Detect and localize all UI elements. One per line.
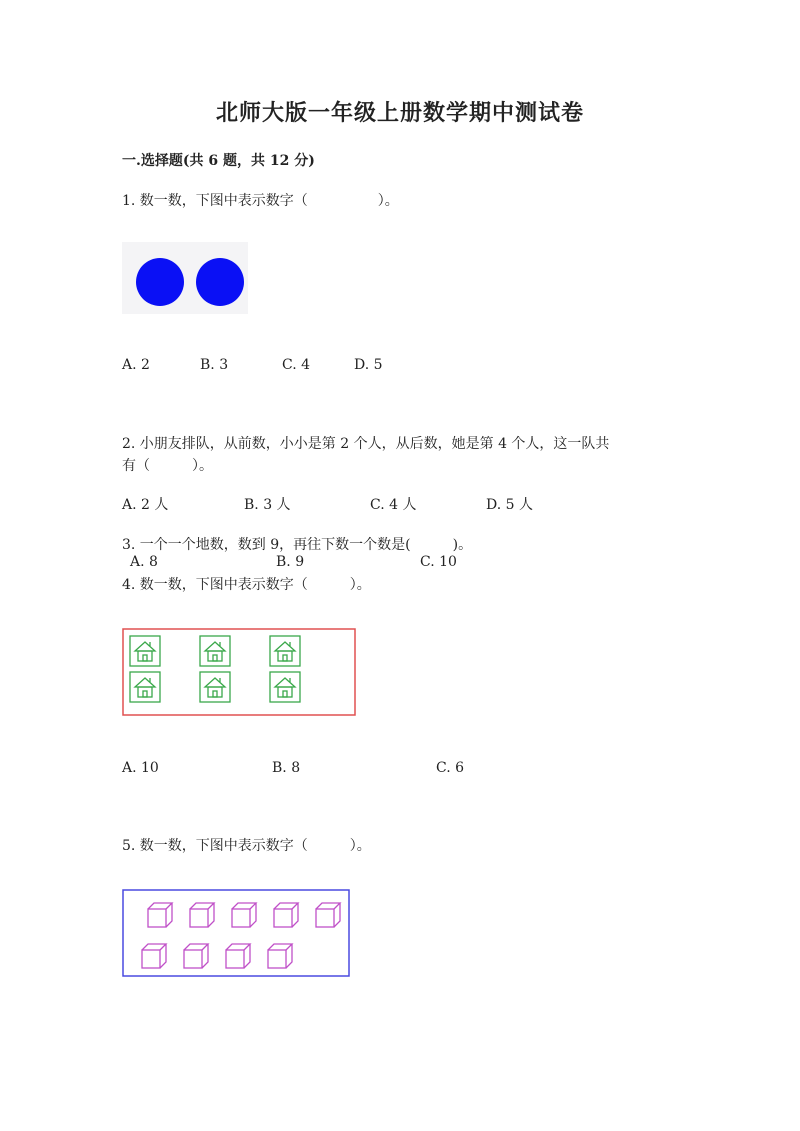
circles-figure (122, 242, 248, 314)
question-1-option-a[interactable]: A. 2 (122, 357, 150, 373)
question-2-option-c[interactable]: C. 4 人 (370, 497, 417, 513)
cube-icon (148, 903, 172, 927)
question-1-option-d[interactable]: D. 5 (354, 357, 383, 373)
question-4-option-b[interactable]: B. 8 (272, 760, 301, 776)
house-icon (200, 636, 230, 666)
cube-icon (226, 944, 250, 968)
question-3-option-a[interactable]: A. 8 (130, 554, 158, 570)
question-2-option-b[interactable]: B. 3 人 (244, 497, 291, 513)
cubes-figure (122, 889, 350, 977)
house-icon (130, 672, 160, 702)
question-4-option-a[interactable]: A. 10 (122, 760, 159, 776)
cube-icon (184, 944, 208, 968)
question-1-stem: 1. 数一数，下图中表示数字（ ）。 (122, 193, 399, 209)
cube-icon (142, 944, 166, 968)
question-2-stem-line2: 有（ ）。 (122, 458, 213, 474)
question-3-option-c[interactable]: C. 10 (420, 554, 457, 570)
question-1-figure (122, 242, 248, 314)
question-5-figure (122, 889, 350, 977)
question-3-stem: 3. 一个一个地数，数到 9，再往下数一个数是( )。 (122, 537, 473, 553)
cube-icon (268, 944, 292, 968)
question-2-option-a[interactable]: A. 2 人 (122, 497, 169, 513)
question-2-option-d[interactable]: D. 5 人 (486, 497, 533, 513)
question-3-option-b[interactable]: B. 9 (276, 554, 305, 570)
cube-icon (190, 903, 214, 927)
question-4-figure (122, 628, 356, 716)
question-1-option-c[interactable]: C. 4 (282, 357, 311, 373)
houses-figure (122, 628, 356, 716)
question-5-stem: 5. 数一数，下图中表示数字（ ）。 (122, 838, 371, 854)
cube-icon (274, 903, 298, 927)
house-icon (270, 636, 300, 666)
question-1-option-b[interactable]: B. 3 (200, 357, 229, 373)
section-heading: 一.选择题(共 6 题，共 12 分) (122, 153, 315, 169)
house-icon (200, 672, 230, 702)
cube-icon (232, 903, 256, 927)
cube-icon (316, 903, 340, 927)
question-4-stem: 4. 数一数，下图中表示数字（ ）。 (122, 577, 371, 593)
question-4-option-c[interactable]: C. 6 (436, 760, 465, 776)
question-2-stem-line1: 2. 小朋友排队，从前数，小小是第 2 个人，从后数，她是第 4 个人，这一队共 (122, 436, 610, 452)
page-title: 北师大版一年级上册数学期中测试卷 (215, 100, 584, 126)
house-icon (270, 672, 300, 702)
blue-circle (196, 258, 244, 306)
blue-circle (136, 258, 184, 306)
house-icon (130, 636, 160, 666)
